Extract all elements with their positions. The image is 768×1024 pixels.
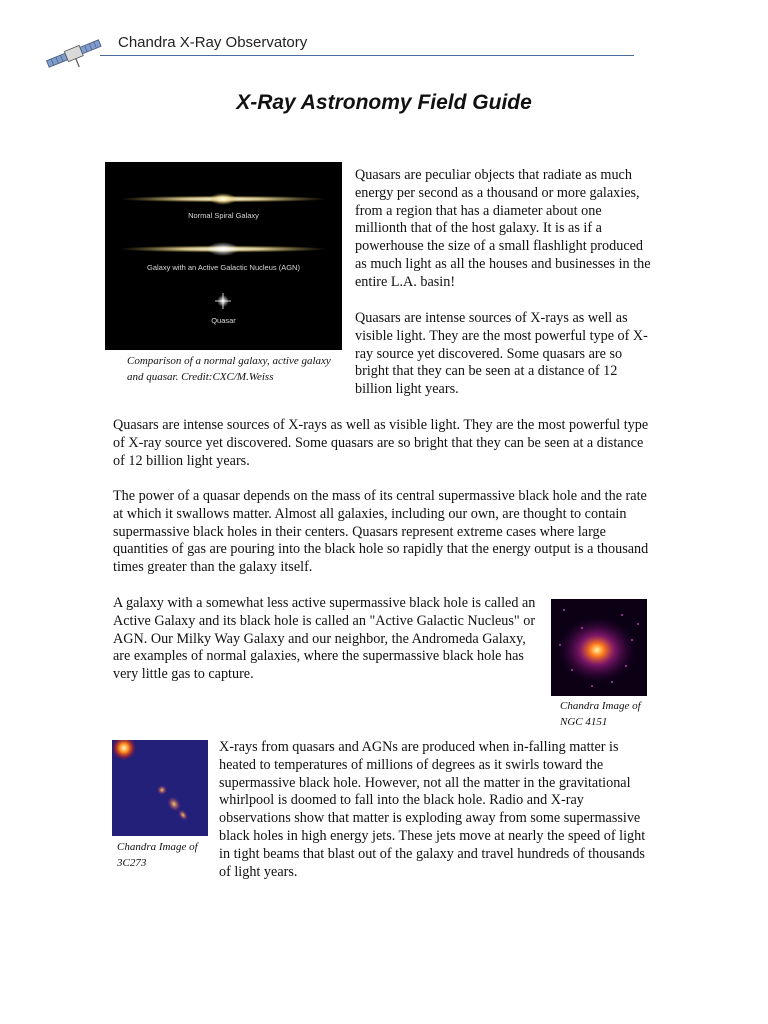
paragraph-quasar-xray: Quasars are intense sources of X-rays as well as visible light. They are the most powerful type of X-ray source yet discovered. Some quasars are so bright that they can be seen at a distance of 12 billion light years. <box>355 310 648 398</box>
figure-caption-3c273: Chandra Image of 3C273 <box>117 841 198 869</box>
ngc4151-image <box>551 599 647 696</box>
figure-label-quasar: Quasar <box>211 316 236 325</box>
figure-caption-galaxy-comparison: Comparison of a normal galaxy, active galaxy and quasar. Credit:CXC/M.Weiss <box>127 355 331 383</box>
figure-label-normal-galaxy: Normal Spiral Galaxy <box>188 211 259 220</box>
figure-caption-ngc4151: Chandra Image of NGC 4151 <box>560 700 641 728</box>
c3c273-image <box>112 740 208 836</box>
header-title: Chandra X-Ray Observatory <box>118 34 308 51</box>
galaxy-comparison-figure <box>105 162 342 350</box>
header-divider <box>100 55 634 56</box>
paragraph-xray-jets: X-rays from quasars and AGNs are produced when in-falling matter is heated to temperatures of millions of degrees as it swirls toward the supermassive black hole. However, not all the matter in the gravitational whirlpool is doomed to fall into the black hole. Radio and X-ray observations show that matter is exploding away from some supermassive black holes in high energy jets. These jets move at nearly the speed of light in tight beams that blast out of the galaxy and travel hundreds of thousands of light years. <box>219 739 646 880</box>
paragraph-quasar-xray-full: Quasars are intense sources of X-rays as well as visible light. They are the most powerful type of X-ray source yet discovered. Some quasars are so bright that they can be seen at a distance of 12 billion light years. <box>113 417 649 469</box>
figure-label-agn: Galaxy with an Active Galactic Nucleus (AGN) <box>147 263 300 272</box>
satellite-icon <box>44 36 104 72</box>
document-title: X-Ray Astronomy Field Guide <box>236 91 532 114</box>
paragraph-active-galaxy: A galaxy with a somewhat less active supermassive black hole is called an Active Galaxy and its black hole is called an "Active Galactic Nucleus" or AGN. Our Milky Way Galaxy and our neighbor, the Andromeda Galaxy, are examples of normal galaxies, where the supermassive black hole has very little gas to capture. <box>113 595 536 683</box>
paragraph-quasar-intro: Quasars are peculiar objects that radiate as much energy per second as a thousand or more galaxies, from a region that has a diameter about one millionth that of the host galaxy. It is as if a powerhouse the size of a small flashlight produced as much light as all the houses and businesses in the entire L.A. basin! <box>355 167 651 290</box>
paragraph-quasar-power: The power of a quasar depends on the mass of its central supermassive black hole and the rate at which it swallows matter. Almost all galaxies, including our own, are thought to contain supermassive black holes in their centers. Quasars represent extreme cases where large quantities of gas are pouring into the black hole so rapidly that the energy output is a thousand times greater than the galaxy itself. <box>113 488 649 576</box>
